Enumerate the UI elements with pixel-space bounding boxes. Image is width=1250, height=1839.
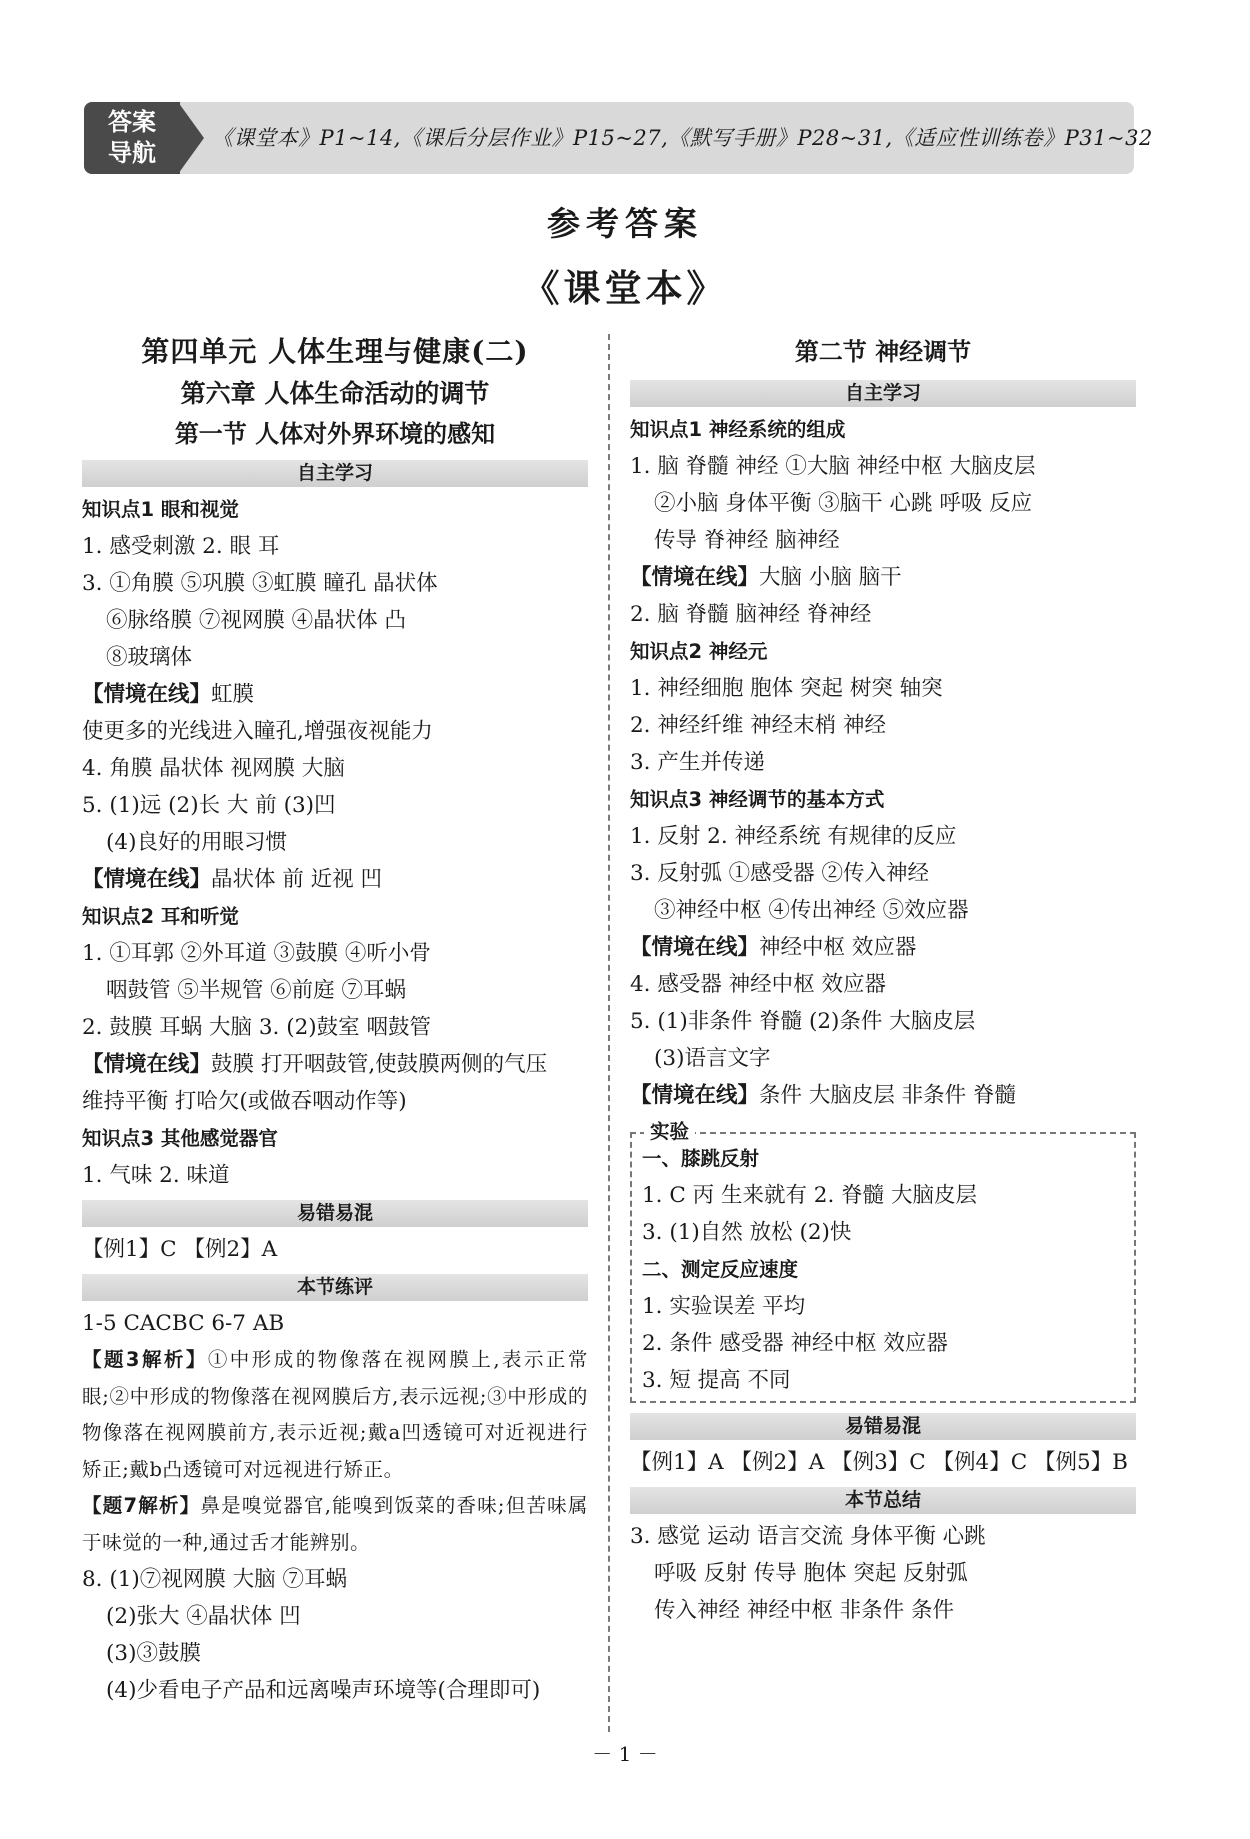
answer-line: 1. 反射 2. 神经系统 有规律的反应 (630, 824, 957, 849)
answer-line: ⑧玻璃体 (106, 645, 193, 670)
answer-line: 4. 感受器 神经中枢 效应器 (630, 972, 887, 997)
answer-line: 5. (1)远 (2)长 大 前 (3)凹 (82, 793, 336, 818)
experiment-title: 实验 (644, 1119, 695, 1145)
explanation-tag: 【题3解析】 (82, 1348, 208, 1371)
answer-line: 呼吸 反射 传导 胞体 突起 反射弧 (654, 1561, 968, 1586)
answer-line: 传入神经 神经中枢 非条件 条件 (654, 1598, 955, 1623)
right-column (630, 330, 1136, 1629)
badge-arrow-icon (178, 102, 204, 174)
situation-text: 鼓膜 打开咽鼓管,使鼓膜两侧的气压 (211, 1052, 548, 1077)
practice-bar: 本节练评 (82, 1274, 588, 1301)
answer-line: 5. (1)非条件 脊髓 (2)条件 大脑皮层 (630, 1009, 976, 1034)
question-3-explanation (82, 1342, 588, 1488)
answer-line: 3. 产生并传递 (630, 750, 765, 775)
page-number: － 1 － (592, 1742, 658, 1766)
page-title: 参考答案 (547, 204, 703, 243)
knowledge-point-heading: 知识点1 眼和视觉 (82, 498, 239, 521)
answer-line: ⑥脉络膜 ⑦视网膜 ④晶状体 凸 (106, 608, 407, 633)
self-study-bar: 自主学习 (630, 380, 1136, 407)
answer-line: 1. C 丙 生来就有 2. 脊髓 大脑皮层 (642, 1183, 977, 1208)
answer-line: (4)良好的用眼习惯 (106, 830, 287, 855)
situation-text: 晶状体 前 近视 凹 (211, 867, 383, 892)
answer-line: 3. 感觉 运动 语言交流 身体平衡 心跳 (630, 1524, 986, 1549)
explanation-tag: 【题7解析】 (82, 1494, 201, 1517)
situation-continuation: 维持平衡 打哈欠(或做吞咽动作等) (82, 1089, 407, 1114)
column-divider (608, 334, 610, 1732)
answer-line: (2)张大 ④晶状体 凹 (106, 1604, 301, 1629)
answer-line: 3. ①角膜 ⑤巩膜 ③虹膜 瞳孔 晶状体 (82, 571, 438, 596)
confusion-bar: 易错易混 (630, 1413, 1136, 1440)
answer-line: 1. 实验误差 平均 (642, 1294, 806, 1319)
answer-line: ③神经中枢 ④传出神经 ⑤效应器 (654, 898, 969, 923)
answer-line: 2. 神经纤维 神经末梢 神经 (630, 713, 887, 738)
section-heading: 第二节 神经调节 (794, 337, 972, 366)
self-study-bar: 自主学习 (82, 460, 588, 487)
experiment-heading: 一、膝跳反射 (642, 1147, 760, 1170)
explanation-text: 鼻是嗅觉器官,能嗅到饭菜的香味;但苦味属于味觉的一种,通过舌才能辨别。 (82, 1494, 588, 1554)
situation-line (82, 1046, 588, 1083)
answer-line: (4)少看电子产品和远离噪声环境等(合理即可) (106, 1678, 541, 1703)
knowledge-point-heading: 知识点3 神经调节的基本方式 (630, 788, 885, 811)
examples-line: 【例1】C 【例2】A (82, 1237, 278, 1262)
experiment-heading: 二、测定反应速度 (642, 1258, 799, 1281)
situation-text: 虹膜 (211, 682, 255, 707)
badge-line-2: 导航 (108, 139, 156, 167)
answer-line: 3. (1)自然 放松 (2)快 (642, 1220, 852, 1245)
book-title: 《课堂本》 (522, 267, 728, 310)
answer-line: 3. 反射弧 ①感受器 ②传入神经 (630, 861, 930, 886)
badge-line-1: 答案 (108, 108, 156, 136)
answer-line: 4. 角膜 晶状体 视网膜 大脑 (82, 756, 345, 781)
answer-line: 2. 脑 脊髓 脑神经 脊神经 (630, 602, 872, 627)
choice-answers: 1-5 CACBC 6-7 AB (82, 1311, 285, 1336)
question-7-explanation (82, 1488, 588, 1561)
situation-tag: 【情境在线】 (82, 867, 212, 892)
knowledge-point-heading: 知识点2 神经元 (630, 640, 768, 663)
answer-line: 2. 条件 感受器 神经中枢 效应器 (642, 1331, 948, 1356)
answer-line: 3. 短 提高 不同 (642, 1368, 791, 1393)
answer-line: (3)③鼓膜 (106, 1641, 201, 1666)
situation-line (630, 1077, 1136, 1114)
unit-heading: 第四单元 人体生理与健康(二) (141, 335, 529, 368)
answer-line: 8. (1)⑦视网膜 大脑 ⑦耳蜗 (82, 1567, 347, 1592)
situation-tag: 【情境在线】 (82, 1052, 212, 1077)
answer-line: 1. 脑 脊髓 神经 ①大脑 神经中枢 大脑皮层 (630, 454, 1036, 479)
situation-text: 大脑 小脑 脑干 (759, 565, 902, 590)
answer-line: 1. 神经细胞 胞体 突起 树突 轴突 (630, 676, 943, 701)
answer-line: 1. 感受刺激 2. 眼 耳 (82, 534, 280, 559)
answer-line: 使更多的光线进入瞳孔,增强夜视能力 (82, 719, 433, 744)
left-column (82, 330, 588, 1709)
answer-line: 咽鼓管 ⑤半规管 ⑥前庭 ⑦耳蜗 (106, 978, 407, 1003)
knowledge-point-heading: 知识点3 其他感觉器官 (82, 1127, 278, 1150)
examples-line: 【例1】A 【例2】A 【例3】C 【例4】C 【例5】B (630, 1450, 1128, 1475)
situation-tag: 【情境在线】 (630, 1083, 760, 1108)
situation-tag: 【情境在线】 (82, 682, 212, 707)
situation-tag: 【情境在线】 (630, 935, 760, 960)
answer-line: 1. ①耳郭 ②外耳道 ③鼓膜 ④听小骨 (82, 941, 431, 966)
confusion-bar: 易错易混 (82, 1200, 588, 1227)
situation-tag: 【情境在线】 (630, 565, 760, 590)
situation-line (630, 929, 1136, 966)
chapter-heading: 第六章 人体生命活动的调节 (180, 379, 490, 408)
knowledge-point-heading: 知识点1 神经系统的组成 (630, 418, 846, 441)
knowledge-point-heading: 知识点2 耳和听觉 (82, 905, 239, 928)
situation-text: 神经中枢 效应器 (759, 935, 917, 960)
answer-line: 1. 气味 2. 味道 (82, 1163, 230, 1188)
answer-line: ②小脑 身体平衡 ③脑干 心跳 呼吸 反应 (654, 491, 1033, 516)
summary-bar: 本节总结 (630, 1487, 1136, 1514)
situation-line (82, 676, 588, 713)
situation-line (630, 559, 1136, 596)
section-heading: 第一节 人体对外界环境的感知 (174, 419, 496, 448)
answer-line: (3)语言文字 (654, 1046, 771, 1071)
answer-line: 传导 脊神经 脑神经 (654, 528, 840, 553)
banner-text: 《课堂本》P1~14,《课后分层作业》P15~27,《默写手册》P28~31,《适应性训练卷》P31~32 (212, 126, 1153, 150)
explanation-text: ①中形成的物像落在视网膜上,表示正常眼;②中形成的物像落在视网膜后方,表示远视;③中形成的物像落在视网膜前方,表示近视;戴a凹透镜可对近视进行矫正;戴b凸透镜可对远视进行矫正。 (82, 1348, 588, 1481)
experiment-box (630, 1120, 1136, 1403)
situation-text: 条件 大脑皮层 非条件 脊髓 (759, 1083, 1017, 1108)
answer-line: 2. 鼓膜 耳蜗 大脑 3. (2)鼓室 咽鼓管 (82, 1015, 431, 1040)
situation-line (82, 861, 588, 898)
answer-navigation-badge (84, 102, 180, 174)
